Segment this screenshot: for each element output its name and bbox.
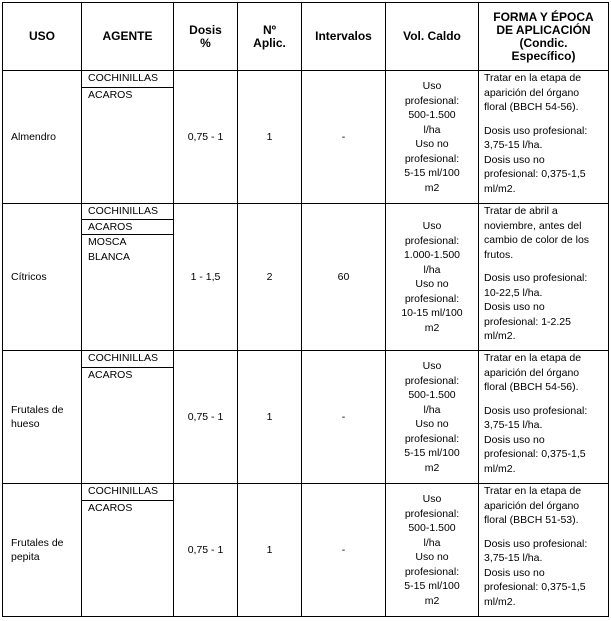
aplic-cell: 1 [238, 351, 302, 484]
agente-item: COCHINILLAS [82, 204, 173, 219]
agente-cell [82, 351, 174, 484]
vol-caldo-cell: Uso profesional: 500-1.500 l/ha Uso no profesional: 5-15 ml/100 m2 [386, 71, 479, 204]
table-row [3, 351, 609, 484]
header-agente: AGENTE [82, 3, 174, 71]
vol-caldo-cell: Uso profesional: 500-1.500 l/ha Uso no profesional: 5-15 ml/100 m2 [386, 484, 479, 617]
uso-cell: Frutales de pepita [3, 484, 82, 617]
header-intervalos: Intervalos [302, 3, 386, 71]
dosis-cell: 0,75 - 1 [174, 71, 238, 204]
header-forma-epoca: FORMA Y ÉPOCA DE APLICACIÓN (Condic. Específico) [479, 3, 609, 71]
header-row [3, 3, 609, 71]
aplic-cell: 1 [238, 484, 302, 617]
vol-caldo-cell: Uso profesional: 1.000-1.500 l/ha Uso no profesional: 10-15 ml/100 m2 [386, 204, 479, 351]
table-row [3, 71, 609, 204]
dosis-cell: 0,75 - 1 [174, 351, 238, 484]
intervalos-cell: - [302, 351, 386, 484]
uso-cell: Almendro [3, 71, 82, 204]
uso-cell: Frutales de hueso [3, 351, 82, 484]
forma-epoca-cell: Tratar en la etapa de aparición del órgano floral (BBCH 54-56). Dosis uso profesional: 3,75-15 l/ha. Dosis uso no profesional: 0,375-1,5 ml/m2. [479, 71, 609, 204]
dosis-cell: 0,75 - 1 [174, 484, 238, 617]
agente-item: COCHINILLAS [82, 351, 173, 367]
header-dosis: Dosis % [174, 3, 238, 71]
table-row [3, 484, 609, 617]
agente-cell [82, 204, 174, 351]
forma-epoca-cell: Tratar de abril a noviembre, antes del cambio de color de los frutos. Dosis uso profesional: 10-22,5 l/ha. Dosis uso no profesional: 1-2.25 ml/m2. [479, 204, 609, 351]
forma-epoca-cell: Tratar en la etapa de aparición del órgano floral (BBCH 54-56). Dosis uso profesional: 3,75-15 l/ha. Dosis uso no profesional: 0,375-1,5 ml/m2. [479, 351, 609, 484]
header-uso: USO [3, 3, 82, 71]
agente-cell [82, 484, 174, 617]
uso-cell: Cítricos [3, 204, 82, 351]
vol-caldo-cell: Uso profesional: 500-1.500 l/ha Uso no profesional: 5-15 ml/100 m2 [386, 351, 479, 484]
header-aplic: Nº Aplic. [238, 3, 302, 71]
agente-item: ACAROS [82, 219, 173, 235]
intervalos-cell: - [302, 484, 386, 617]
agente-item: ACAROS [88, 88, 133, 101]
aplic-cell: 2 [238, 204, 302, 351]
table-row [3, 204, 609, 351]
agente-cell [82, 71, 174, 204]
aplic-cell: 1 [238, 71, 302, 204]
intervalos-cell: - [302, 71, 386, 204]
treatment-table [2, 2, 609, 617]
agente-item: COCHINILLAS [82, 71, 173, 87]
forma-epoca-cell: Tratar en la etapa de aparición del órgano floral (BBCH 51-53). Dosis uso profesional: 3,75-15 l/ha. Dosis uso no profesional: 0,375-1,5 ml/m2. [479, 484, 609, 617]
agente-item: ACAROS [88, 368, 133, 381]
agente-item: MOSCA BLANCA [88, 236, 131, 263]
intervalos-cell: 60 [302, 204, 386, 351]
agente-item: COCHINILLAS [82, 484, 173, 500]
dosis-cell: 1 - 1,5 [174, 204, 238, 351]
header-vol-caldo: Vol. Caldo [386, 3, 479, 71]
agente-item: ACAROS [88, 501, 133, 514]
